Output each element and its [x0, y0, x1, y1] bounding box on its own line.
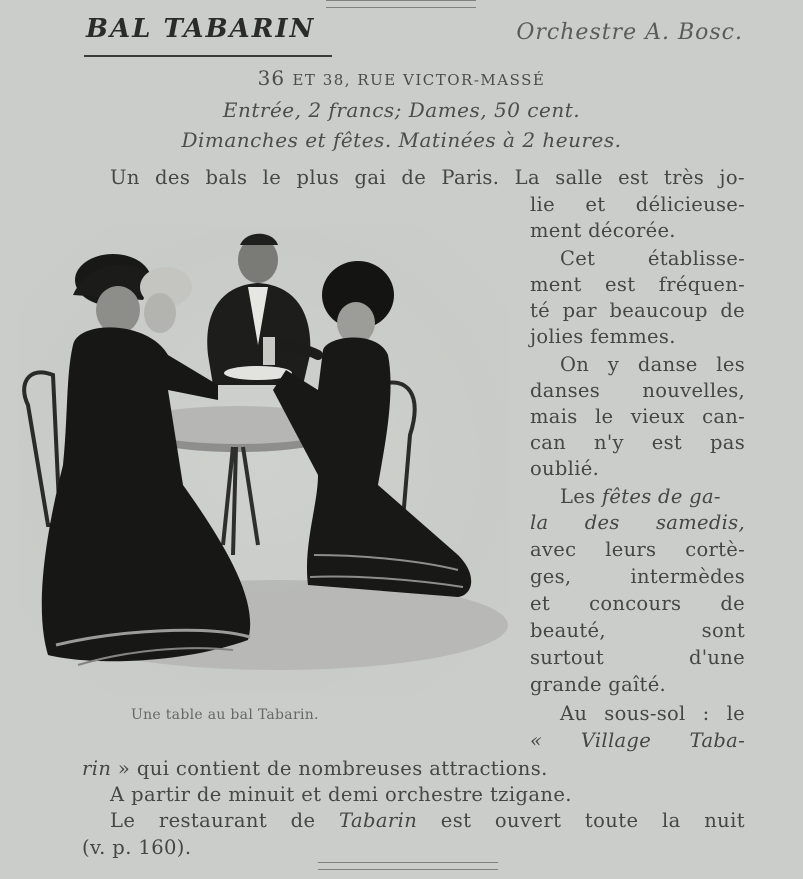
restaurant-text-a: Le restaurant de: [110, 809, 340, 832]
address-street: ET 38, RUE VICTOR-MASSÉ: [292, 71, 546, 89]
column-line: té par beaucoup de: [530, 299, 745, 322]
orchestra-credit: Orchestre A. Bosc.: [516, 20, 743, 45]
column-line: On y danse les: [560, 353, 745, 376]
column-line: surtout d'une: [530, 646, 745, 669]
restaurant-line: [110, 809, 745, 832]
venue-address: [0, 66, 803, 90]
intro-line: Un des bals le plus gai de Paris. La salle est très jo-: [110, 166, 745, 189]
column-line: mais le vieux can-: [530, 405, 745, 428]
top-ornament: [326, 0, 476, 8]
attractions-line: [82, 757, 548, 780]
photograph: [18, 225, 510, 695]
column-line: avec leurs cortè-: [530, 538, 745, 561]
column-line: la des samedis,: [530, 511, 745, 534]
column-line: can n'y est pas: [530, 431, 745, 454]
column-line: Cet établisse-: [560, 247, 745, 270]
column-line: oublié.: [530, 457, 600, 480]
column-line: grande gaîté.: [530, 673, 667, 696]
page-reference: (v. p. 160).: [82, 836, 192, 859]
column-line: ment décorée.: [530, 219, 676, 242]
column-text: Les: [560, 485, 602, 508]
restaurant-name: Tabarin: [339, 809, 418, 832]
column-line-fetes: [560, 485, 745, 508]
title-underline: [84, 55, 332, 57]
orchestra-line: A partir de minuit et demi orchestre tzigane.: [110, 783, 572, 806]
attractions-text: » qui contient de nombreuses attractions.: [111, 757, 548, 780]
attractions-italic: rin: [82, 757, 112, 780]
column-line: jolies femmes.: [530, 325, 676, 348]
column-text-italic: fêtes de ga-: [601, 485, 721, 508]
matinee-hours: Dimanches et fêtes. Matinées à 2 heures.: [181, 128, 622, 152]
column-line: ges, intermèdes: [530, 565, 745, 588]
address-number: 36: [257, 66, 286, 90]
photo-caption: Une table au bal Tabarin.: [131, 707, 319, 723]
column-line: et concours de: [530, 592, 745, 615]
column-line: lie et délicieuse-: [530, 193, 745, 216]
column-line: danses nouvelles,: [530, 379, 745, 402]
column-line: « Village Taba-: [530, 729, 745, 752]
column-line: ment est fréquen-: [530, 273, 745, 296]
venue-title: BAL TABARIN: [86, 14, 316, 44]
column-line: Au sous-sol : le: [560, 702, 745, 725]
entry-prices: Entrée, 2 francs; Dames, 50 cent.: [222, 98, 581, 122]
restaurant-text-b: est ouvert toute la nuit: [417, 809, 745, 832]
bottom-ornament: [318, 862, 498, 870]
column-line: beauté, sont: [530, 619, 745, 642]
